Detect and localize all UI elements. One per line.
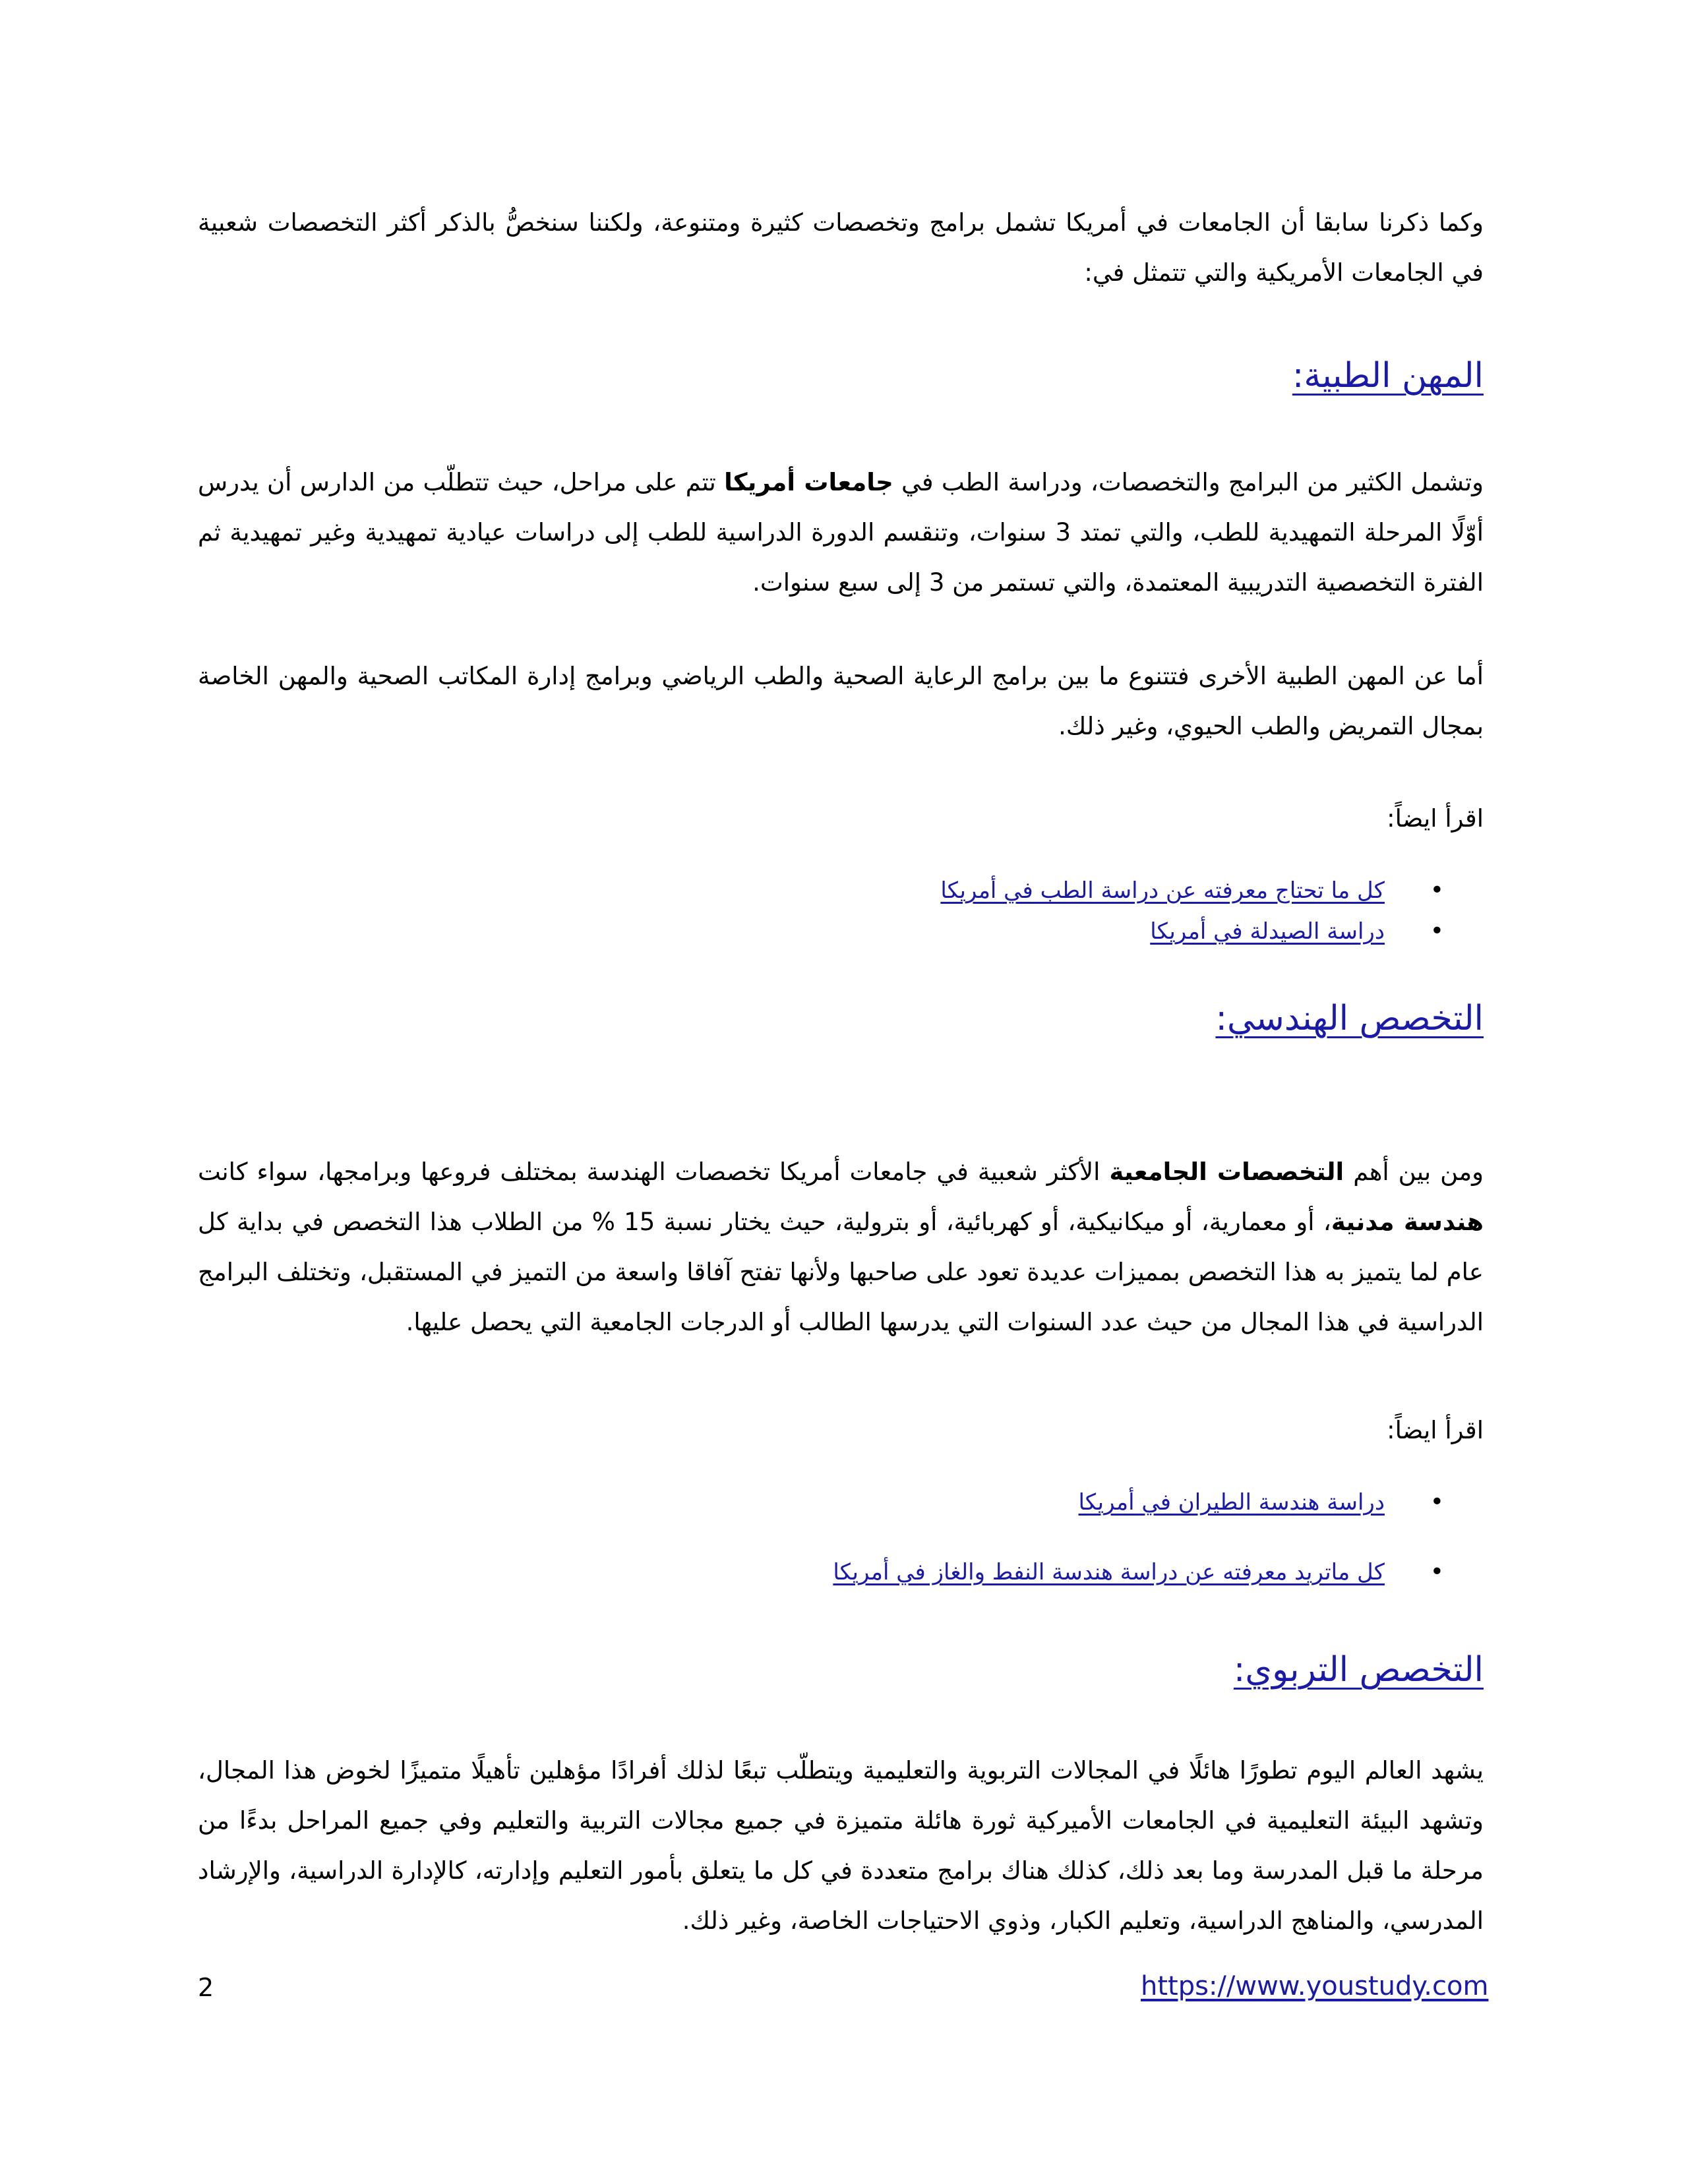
- bold-university-majors: التخصصات الجامعية: [1109, 1158, 1344, 1186]
- footer-website-link[interactable]: https://www.youstudy.com: [1141, 1971, 1489, 2001]
- link-petroleum-engineering[interactable]: كل ماتريد معرفته عن دراسة هندسة النفط والغاز في أمريكا: [833, 1559, 1385, 1585]
- heading-engineering: التخصص الهندسي:: [1215, 999, 1484, 1038]
- page-number: 2: [198, 1973, 214, 2002]
- link-medicine-study[interactable]: كل ما تحتاج معرفته عن دراسة الطب في أمريكا: [940, 877, 1385, 904]
- list-item: [940, 870, 1484, 911]
- engineering-paragraph: ومن بين أهم التخصصات الجامعية الأكثر شعبية في جامعات أمريكا تخصصات الهندسة بمختلف فروعها وبرامجها، سواء كانت هندسة مدنية، أو معمارية، أو ميكانيكية، أو كهربائية، أو بترولية، حيث يختار نسبة 15 % من الطلاب هذا التخصص في بداية كل عام لما يتميز به هذا التخصص بمميزات عديدة تعود على صاحبها ولأنها تفتح آفاقا واسعة من التميز في المستقبل، وتختلف البرامج الدراسية في هذا المجال من حيث عدد السنوات التي يدرسها الطالب أو الدرجات الجامعية التي يحصل عليها.: [198, 1158, 1484, 1336]
- bold-american-universities: جامعات أمريكا: [724, 468, 893, 496]
- intro-paragraph: وكما ذكرنا سابقا أن الجامعات في أمريكا تشمل برامج وتخصصات كثيرة ومتنوعة، ولكننا سنخصُّ بالذكر أكثر التخصصات شعبية في الجامعات الأمريكية والتي تتمثل في:: [198, 208, 1484, 287]
- link-pharmacy-study[interactable]: دراسة الصيدلة في أمريكا: [1150, 918, 1385, 945]
- read-more-label-engineering: اقرأ ايضاً:: [1387, 1416, 1484, 1444]
- medical-links-list: [940, 870, 1484, 952]
- medical-paragraph-2: أما عن المهن الطبية الأخرى فتتنوع ما بين برامج الرعاية الصحية والطب الرياضي وبرامج إدارة المكاتب الصحية والمهن الخاصة بمجال التمريض والطب الحيوي، وغير ذلك.: [198, 662, 1484, 740]
- read-more-label-medical: اقرأ ايضاً:: [1387, 804, 1484, 833]
- bold-civil-engineering: هندسة مدنية: [1331, 1208, 1484, 1236]
- list-item: [833, 1552, 1484, 1593]
- list-item: [940, 911, 1484, 952]
- medical-paragraph-1: وتشمل الكثير من البرامج والتخصصات، ودراسة الطب في جامعات أمريكا تتم على مراحل، حيث تتطلّب من الدارس أن يدرس أوّلًا المرحلة التمهيدية للطب، والتي تمتد 3 سنوات، وتنقسم الدورة الدراسية للطب إلى دراسات عيادية تمهيدية وغير تمهيدية ثم الفترة التخصصية التدريبية المعتمدة، والتي تستمر من 3 إلى سبع سنوات.: [198, 468, 1484, 597]
- heading-education: التخصص التربوي:: [1233, 1650, 1484, 1690]
- engineering-links-list: [833, 1482, 1484, 1593]
- link-aviation-engineering[interactable]: دراسة هندسة الطيران في أمريكا: [1078, 1489, 1385, 1516]
- list-item: [833, 1482, 1484, 1523]
- heading-medical: المهن الطبية:: [1292, 356, 1484, 396]
- education-paragraph: يشهد العالم اليوم تطورًا هائلًا في المجالات التربوية والتعليمية ويتطلّب تبعًا لذلك أفرادًا مؤهلين تأهيلًا متميزًا لخوض هذا المجال، وتشهد البيئة التعليمية في الجامعات الأميركية ثورة هائلة متميزة في جميع مجالات التربية والتعليم وفي جميع المراحل بدءًا من مرحلة ما قبل المدرسة وما بعد ذلك، كذلك هناك برامج متعددة في كل ما يتعلق بأمور التعليم وإدارته، كالإدارة الدراسية، والإرشاد المدرسي، والمناهج الدراسية، وتعليم الكبار، وذوي الاحتياجات الخاصة، وغير ذلك.: [198, 1756, 1484, 1935]
